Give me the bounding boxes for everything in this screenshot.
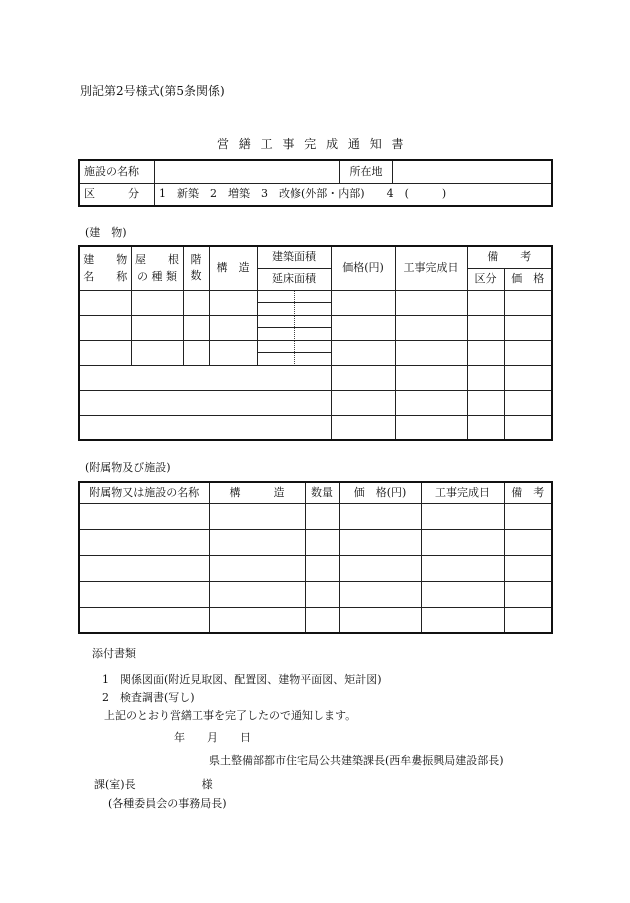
facility-table <box>78 159 553 207</box>
cell[interactable] <box>131 315 183 340</box>
cell[interactable] <box>331 315 395 340</box>
cell[interactable] <box>305 607 339 633</box>
cell[interactable] <box>131 290 183 315</box>
cell[interactable] <box>395 365 467 390</box>
cell[interactable] <box>79 290 131 315</box>
annex-row <box>79 607 552 633</box>
area-cell[interactable] <box>257 315 331 340</box>
cell[interactable] <box>504 529 552 555</box>
cell[interactable] <box>79 390 331 415</box>
cell[interactable] <box>331 415 395 440</box>
category-options[interactable]: 1 新築 2 増築 3 改修(外部・内部) 4 ( ) <box>155 183 553 206</box>
cell[interactable] <box>183 340 209 365</box>
cell[interactable] <box>467 340 504 365</box>
category-label: 区 分 <box>79 183 155 206</box>
col-building-area: 建築面積 <box>257 246 331 268</box>
annex-col-structure: 構 造 <box>209 482 305 503</box>
building-row <box>79 290 552 315</box>
cell[interactable] <box>331 290 395 315</box>
cell[interactable] <box>305 529 339 555</box>
location-label: 所在地 <box>340 160 393 183</box>
cell[interactable] <box>467 415 504 440</box>
building-total-row <box>79 365 552 390</box>
cell[interactable] <box>305 581 339 607</box>
cell[interactable] <box>209 290 257 315</box>
cell[interactable] <box>331 390 395 415</box>
annex-row <box>79 503 552 529</box>
cell[interactable] <box>504 340 552 365</box>
cell[interactable] <box>183 315 209 340</box>
cell[interactable] <box>339 529 421 555</box>
col-completion-date: 工事完成日 <box>395 246 467 290</box>
building-total-row <box>79 415 552 440</box>
cell[interactable] <box>209 555 305 581</box>
cell[interactable] <box>504 290 552 315</box>
cell[interactable] <box>79 503 209 529</box>
cell[interactable] <box>331 365 395 390</box>
col-floors: 階 数 <box>183 246 209 290</box>
area-cell[interactable] <box>257 290 331 315</box>
sender: 県土整備部都市住宅局公共建築課長(西牟婁振興局建設部長) <box>209 754 504 767</box>
cell[interactable] <box>421 581 504 607</box>
cell[interactable] <box>467 290 504 315</box>
cell[interactable] <box>504 315 552 340</box>
cell[interactable] <box>79 581 209 607</box>
building-row <box>79 340 552 365</box>
cell[interactable] <box>467 365 504 390</box>
cell[interactable] <box>79 607 209 633</box>
cell[interactable] <box>504 581 552 607</box>
attachment-item: 1 関係図面(附近見取図、配置図、建物平面図、矩計図) <box>102 673 382 686</box>
buildings-table <box>78 245 553 441</box>
col-building-name: 建 物 名 称 <box>79 246 131 290</box>
col-remarks-category: 区分 <box>467 268 504 290</box>
cell[interactable] <box>339 503 421 529</box>
cell[interactable] <box>339 581 421 607</box>
col-roof-type: 屋 根 の 種 類 <box>131 246 183 290</box>
cell[interactable] <box>395 290 467 315</box>
cell[interactable] <box>421 529 504 555</box>
cell[interactable] <box>79 555 209 581</box>
cell[interactable] <box>395 340 467 365</box>
cell[interactable] <box>183 290 209 315</box>
cell[interactable] <box>79 340 131 365</box>
cell[interactable] <box>209 529 305 555</box>
location-field[interactable] <box>393 160 553 183</box>
col-remarks: 備 考 <box>467 246 552 268</box>
cell[interactable] <box>331 340 395 365</box>
annex-col-quantity: 数量 <box>305 482 339 503</box>
annex-col-price: 価 格(円) <box>339 482 421 503</box>
annex-table <box>78 481 553 634</box>
cell[interactable] <box>79 529 209 555</box>
cell[interactable] <box>209 607 305 633</box>
cell[interactable] <box>421 607 504 633</box>
attachments-label: 添付書類 <box>92 647 136 660</box>
recipient: 課(室)長 様 <box>94 778 213 791</box>
col-price: 価格(円) <box>331 246 395 290</box>
col-floor-area: 延床面積 <box>257 268 331 290</box>
facility-name-label: 施設の名称 <box>79 160 155 183</box>
cell[interactable] <box>305 503 339 529</box>
annex-row <box>79 555 552 581</box>
cell[interactable] <box>504 607 552 633</box>
cell[interactable] <box>79 365 331 390</box>
cell[interactable] <box>131 340 183 365</box>
page-title: 営 繕 工 事 完 成 通 知 書 <box>217 137 407 151</box>
cell[interactable] <box>504 555 552 581</box>
cell[interactable] <box>504 503 552 529</box>
annex-row <box>79 581 552 607</box>
col-structure: 構 造 <box>209 246 257 290</box>
cell[interactable] <box>79 315 131 340</box>
annex-col-name: 附属物又は施設の名称 <box>79 482 209 503</box>
cell[interactable] <box>305 555 339 581</box>
col-remarks-price: 価 格 <box>504 268 552 290</box>
building-total-row <box>79 390 552 415</box>
facility-name-field[interactable] <box>155 160 340 183</box>
building-row <box>79 315 552 340</box>
cell[interactable] <box>79 415 331 440</box>
annex-row <box>79 529 552 555</box>
cell[interactable] <box>504 365 552 390</box>
cell[interactable] <box>467 390 504 415</box>
cell[interactable] <box>467 315 504 340</box>
cell[interactable] <box>395 415 467 440</box>
area-cell[interactable] <box>257 340 331 365</box>
annex-section-label: (附属物及び施設) <box>85 461 171 474</box>
recipient-note: (各種委員会の事務局長) <box>108 797 227 810</box>
buildings-section-label: (建 物) <box>85 226 127 239</box>
cell[interactable] <box>209 503 305 529</box>
cell[interactable] <box>339 555 421 581</box>
cell[interactable] <box>421 555 504 581</box>
cell[interactable] <box>339 607 421 633</box>
cell[interactable] <box>209 340 257 365</box>
date-line: 年 月 日 <box>174 731 251 744</box>
cell[interactable] <box>209 581 305 607</box>
form-reference: 別記第2号様式(第5条関係) <box>80 84 225 98</box>
cell[interactable] <box>504 415 552 440</box>
attachment-item: 2 検査調書(写し) <box>102 691 195 704</box>
closing-text: 上記のとおり営繕工事を完了したので通知します。 <box>104 709 357 722</box>
cell[interactable] <box>421 503 504 529</box>
cell[interactable] <box>395 315 467 340</box>
cell[interactable] <box>395 390 467 415</box>
cell[interactable] <box>209 315 257 340</box>
annex-col-remarks: 備 考 <box>504 482 552 503</box>
annex-col-completion-date: 工事完成日 <box>421 482 504 503</box>
cell[interactable] <box>504 390 552 415</box>
